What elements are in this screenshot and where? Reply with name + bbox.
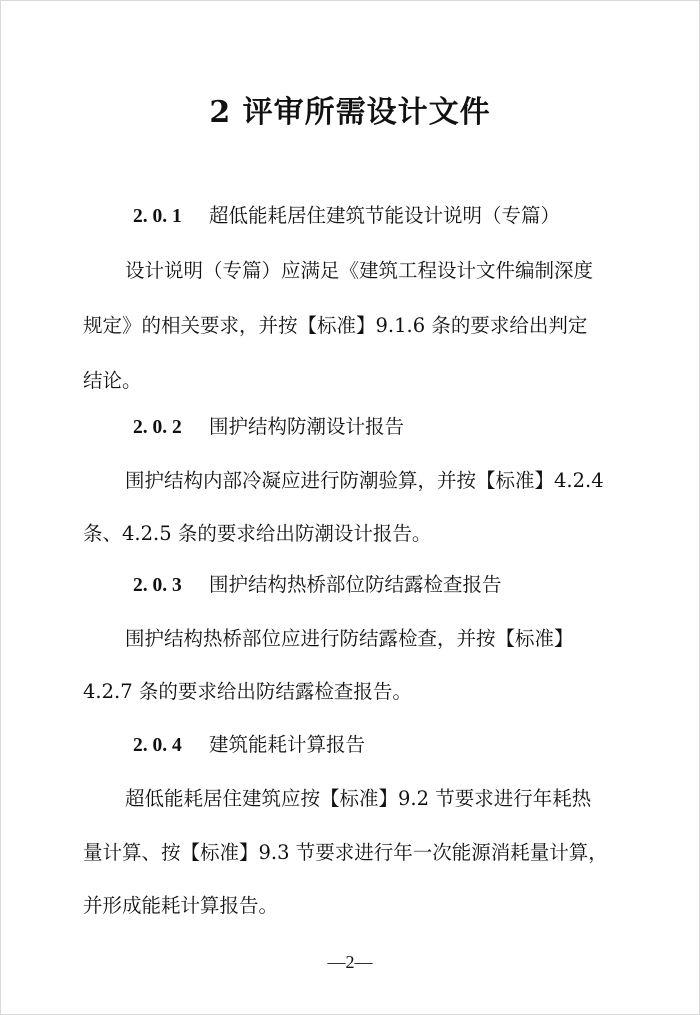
page-number: —2— — [327, 952, 373, 972]
section-heading — [1, 733, 699, 758]
paragraph-line: 4.2.7 条的要求给出防结露检查报告。 — [83, 680, 412, 703]
paragraph-line: 并形成能耗计算报告。 — [83, 894, 279, 917]
paragraph-line: 超低能耗居住建筑应按【标准】9.2 节要求进行年耗热 — [125, 787, 592, 810]
paragraph-line: 量计算、按【标准】9.3 节要求进行年一次能源消耗量计算， — [83, 841, 608, 864]
section-title: 围护结构热桥部位防结露检查报告 — [209, 573, 502, 596]
section-number: 2. 0. 4 — [133, 735, 182, 756]
section-heading — [1, 204, 699, 229]
paragraph-line: 围护结构热桥部位应进行防结露检查，并按【标准】 — [125, 627, 574, 650]
section-title: 围护结构防潮设计报告 — [209, 415, 405, 438]
paragraph-line: 结论。 — [83, 369, 142, 392]
section-title: 建筑能耗计算报告 — [209, 733, 366, 756]
paragraph-line: 设计说明（专篇）应满足《建筑工程设计文件编制深度 — [125, 259, 594, 282]
paragraph-line: 规定》的相关要求，并按【标准】9.1.6 条的要求给出判定 — [83, 314, 588, 337]
paragraph-line: 围护结构内部冷凝应进行防潮验算，并按【标准】4.2.4 — [125, 469, 604, 492]
section-heading — [1, 573, 699, 598]
section-number: 2. 0. 1 — [133, 206, 182, 227]
section-heading — [1, 415, 699, 440]
section-title: 超低能耗居住建筑节能设计说明（专篇） — [209, 204, 561, 227]
paragraph-line: 条、4.2.5 条的要求给出防潮设计报告。 — [83, 522, 432, 545]
page-title: 2 评审所需设计文件 — [209, 95, 491, 130]
section-number: 2. 0. 3 — [133, 575, 182, 596]
section-number: 2. 0. 2 — [133, 417, 182, 438]
